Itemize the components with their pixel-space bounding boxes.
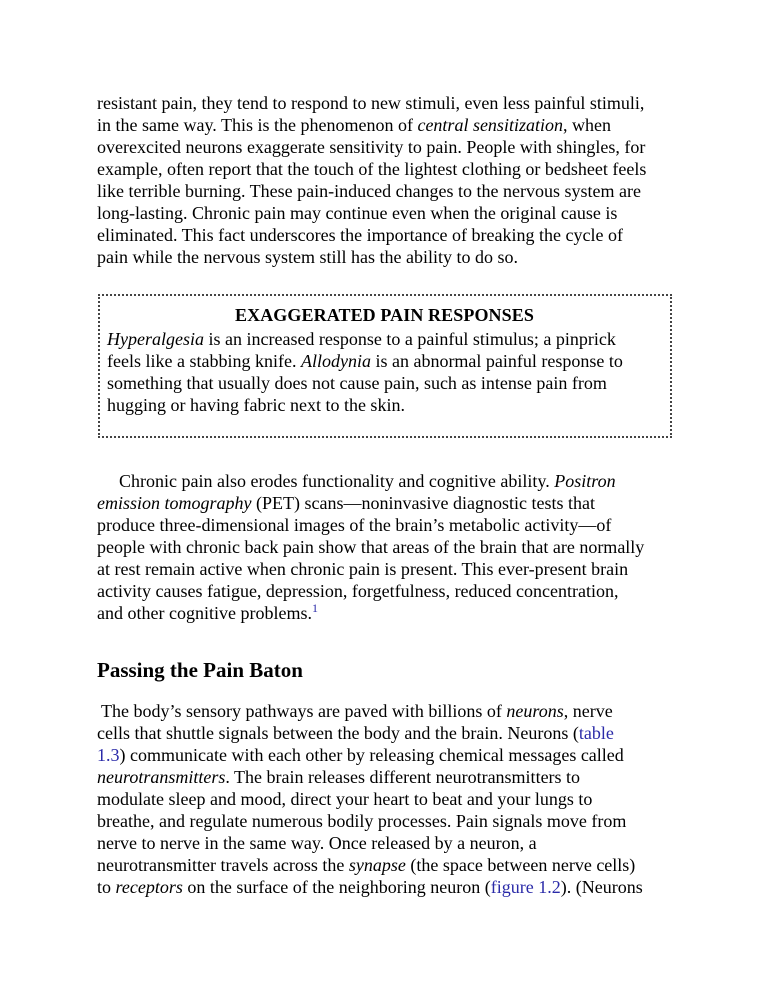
text-line: activity causes fatigue, depression, forgetfulness, reduced concentration, [97, 581, 619, 601]
text-line: example, often report that the touch of the lightest clothing or bedsheet feels [97, 159, 647, 179]
sidebar-body [107, 328, 662, 416]
text-line: people with chronic back pain show that areas of the brain that are normally [97, 537, 645, 557]
paragraph-central-sensitization [97, 92, 687, 268]
term-allodynia: Allodynia [300, 351, 371, 371]
text-line: and other cognitive problems.$^1$ [97, 601, 318, 623]
term-neurotransmitters: neurotransmitters [97, 767, 226, 787]
term-positron: Positron [554, 471, 616, 491]
term-hyperalgesia: Hyperalgesia [107, 329, 204, 349]
text-line: to receptors on the surface of the neighboring neuron (figure 1.2). (Neurons [97, 877, 643, 897]
section-heading: Passing the Pain Baton [97, 658, 303, 682]
text-line: emission tomography (PET) scans—noninvasive diagnostic tests that [97, 493, 595, 513]
footnote-link[interactable]: 1 [311, 601, 318, 615]
text-line: hugging or having fabric next to the skin. [107, 395, 405, 415]
paragraph-cognitive-ability [97, 470, 687, 624]
text-line: neurotransmitters. The brain releases different neurotransmitters to [97, 767, 581, 787]
text-line: overexcited neurons exaggerate sensitivity to pain. People with shingles, for [97, 137, 646, 157]
text-line: produce three-dimensional images of the brain’s metabolic activity—of [97, 515, 612, 535]
text-line: something that usually does not cause pain, such as intense pain from [107, 373, 607, 393]
term-neurons: neurons [506, 701, 564, 721]
text-line: nerve to nerve in the same way. Once released by a neuron, a [97, 833, 537, 853]
term-central-sensitization: central sensitization [417, 115, 563, 135]
text-line: at rest remain active when chronic pain is present. This ever-present brain [97, 559, 629, 579]
term-emission-tomography: emission tomography [97, 493, 252, 513]
text-line: feels like a stabbing knife. Allodynia is an abnormal painful response to [107, 351, 623, 371]
sidebar-title: EXAGGERATED PAIN RESPONSES [235, 305, 534, 325]
text-line: in the same way. This is the phenomenon of central sensitization, when [97, 115, 611, 135]
text-line: Chronic pain also erodes functionality and cognitive ability. Positron [119, 471, 616, 491]
sidebar-box-exaggerated-pain [98, 294, 672, 438]
paragraph-neurons [97, 700, 687, 898]
text-line: pain while the nervous system still has the ability to do so. [97, 247, 518, 267]
text-line: resistant pain, they tend to respond to new stimuli, even less painful stimuli, [97, 93, 645, 113]
table-link[interactable]: table [578, 723, 614, 743]
term-synapse: synapse [348, 855, 406, 875]
text-line: breathe, and regulate numerous bodily processes. Pain signals move from [97, 811, 627, 831]
table-link-number[interactable]: 1.3 [97, 745, 120, 765]
text-line: like terrible burning. These pain-induced changes to the nervous system are [97, 181, 641, 201]
text-line: cells that shuttle signals between the body and the brain. Neurons (table [97, 723, 614, 743]
text-line: modulate sleep and mood, direct your heart to beat and your lungs to [97, 789, 593, 809]
text-line: The body’s sensory pathways are paved with billions of neurons, nerve [101, 701, 613, 721]
text-line: neurotransmitter travels across the synapse (the space between nerve cells) [97, 855, 636, 875]
text-line: 1.3) communicate with each other by releasing chemical messages called [97, 745, 624, 765]
term-receptors: receptors [115, 877, 183, 897]
text-line: long-lasting. Chronic pain may continue even when the original cause is [97, 203, 618, 223]
text-line: Hyperalgesia is an increased response to a painful stimulus; a pinprick [107, 329, 616, 349]
text-line: eliminated. This fact underscores the importance of breaking the cycle of [97, 225, 623, 245]
figure-link[interactable]: figure 1.2 [490, 877, 561, 897]
